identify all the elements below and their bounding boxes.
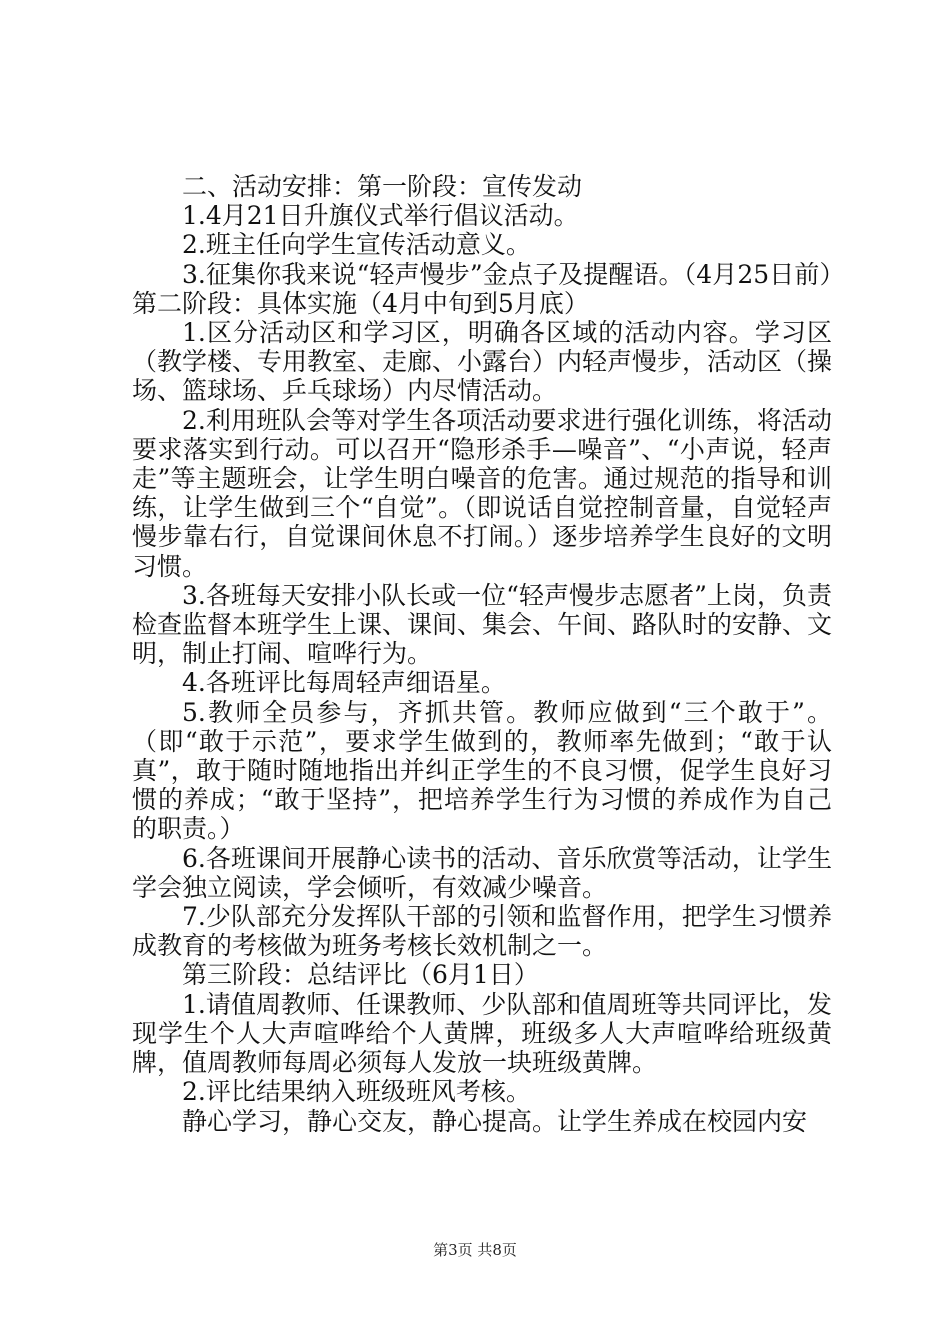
paragraph: 7.少队部充分发挥队干部的引领和监督作用，把学生习惯养成教育的考核做为班务考核长效机制之一。 (132, 902, 832, 961)
paragraph: 2.班主任向学生宣传活动意义。 (182, 230, 531, 260)
paragraph: 6.各班课间开展静心读书的活动、音乐欣赏等活动，让学生学会独立阅读，学会倾听，有效减少噪音。 (132, 843, 832, 902)
paragraph: 1.请值周教师、任课教师、少队部和值周班等共同评比，发现学生个人大声喧哗给个人黄牌，班级多人大声喧哗给班级黄牌，值周教师每周必须每人发放一块班级黄牌。 (132, 989, 832, 1078)
page-number-footer: 第3页 共8页 (433, 1241, 517, 1259)
paragraph: 1.区分活动区和学习区，明确各区域的活动内容。学习区（教学楼、专用教室、走廊、小露台）内轻声慢步，活动区（操场、篮球场、乒乓球场）内尽情活动。 (132, 318, 833, 406)
paragraph: 2.利用班队会等对学生各项活动要求进行强化训练，将活动要求落实到行动。可以召开“隐形杀手—噪音”、“小声说，轻声走”等主题班会，让学生明白噪音的危害。通过规范的指导和训练，让学生做到三个“自觉”。（即说话自觉控制音量，自觉轻声慢步靠右行，自觉课间休息不打闹。）逐步培养学生良好的文明习惯。 (132, 405, 832, 581)
paragraph: 5.教师全员参与，齐抓共管。教师应做到“三个敢于”。（即“敢于示范”，要求学生做到的，教师率先做到；“敢于认真”，敢于随时随地指出并纠正学生的不良习惯，促学生良好习惯的养成；“敢于坚持”，把培养学生行为习惯的养成作为自己的职责。） (132, 697, 832, 844)
paragraph: 3.征集你我来说“轻声慢步”金点子及提醒语。（4月25日前）第二阶段：具体实施（4月中旬到5月底） (132, 259, 832, 318)
paragraph: 第三阶段：总结评比（6月1日） (182, 960, 539, 990)
paragraph: 静心学习，静心交友，静心提高。让学生养成在校园内安 (182, 1106, 808, 1136)
paragraph: 2.评比结果纳入班级班风考核。 (182, 1077, 531, 1107)
paragraph: 4.各班评比每周轻声细语星。 (182, 668, 506, 698)
paragraph: 3.各班每天安排小队长或一位“轻声慢步志愿者”上岗，负责检查监督本班学生上课、课间、集会、午间、路队时的安静、文明，制止打闹、喧哗行为。 (132, 580, 833, 669)
paragraph: 1.4月21日升旗仪式举行倡议活动。 (182, 201, 579, 231)
paragraph: 二、活动安排：第一阶段：宣传发动 (182, 172, 583, 201)
document-body (132, 172, 832, 1136)
